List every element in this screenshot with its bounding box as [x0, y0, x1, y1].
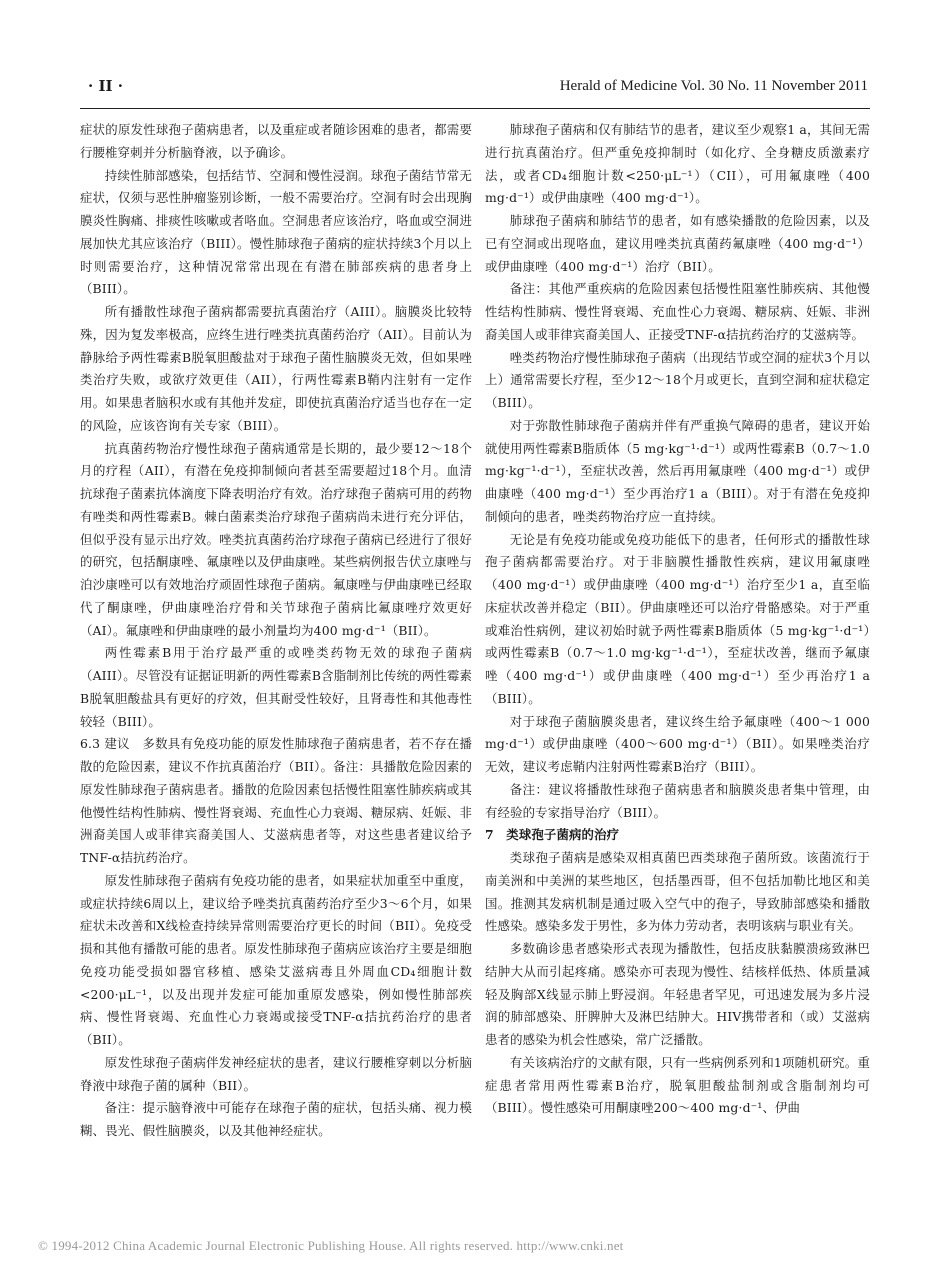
paragraph: 有关该病治疗的文献有限，只有一些病例系列和1项随机研究。重症患者常用两性霉素B治疗，脱氧胆酸盐制剂或含脂制剂均可（BIII）。慢性感染可用酮康唑200～400 mg·d⁻¹、伊曲	[485, 1054, 870, 1116]
paragraph: 肺球孢子菌病和仅有肺结节的患者，建议至少观察1 a，其间无需进行抗真菌治疗。但严重免疫抑制时（如化疗、全身糖皮质激素疗法，或者CD₄细胞计数<250·μL⁻¹）（CII），可用氟康唑（400 mg·d⁻¹）或伊曲康唑（400 mg·d⁻¹）。	[485, 122, 870, 206]
paragraph: 所有播散性球孢子菌病都需要抗真菌治疗（AIII）。脑膜炎比较特殊，因为复发率极高，应终生进行唑类抗真菌药治疗（AII）。目前认为静脉给予两性霉素B脱氧胆酸盐对于球孢子菌性脑膜炎无效，但如果唑类治疗失败，或欲疗效更佳（AII），行两性霉素B鞘内注射有一定作用。如果患者脑积水或有其他并发症，即使抗真菌治疗适当也存在一定的风险，应该咨询有关专家（BIII）。	[80, 304, 472, 433]
paragraph: 持续性肺部感染，包括结节、空洞和慢性浸润。球孢子菌结节常无症状，仅须与恶性肿瘤鉴别诊断，一般不需要治疗。空洞有时会出现胸膜炎性胸痛、排痰性咳嗽或者咯血。空洞患者应该治疗，咯血或空洞进展加快尤其应该治疗（BIII）。慢性肺球孢子菌病的症状持续3个月以上时则需要治疗，这种情况常常出现在有潜在肺部疾病的患者身上（BIII）。	[80, 167, 472, 297]
paragraph: 原发性肺球孢子菌病有免疫功能的患者，如果症状加重至中重度，或症状持续6周以上，建议给予唑类抗真菌药治疗至少3～6个月，如果症状未改善和X线检查持续异常则需要治疗更长的时间（BII）。免疫受损和其他有播散可能的患者。原发性肺球孢子菌病应该治疗主要是细胞免疫功能受损如器官移植、感染艾滋病毒且外周血CD₄细胞计数<200·μL⁻¹，以及出现并发症可能加重原发感染，例如慢性肺部疾病、慢性肾衰竭、充血性心力衰竭或接受TNF-α拮抗药治疗的患者（BII）。	[80, 872, 472, 1047]
paragraph: 对于球孢子菌脑膜炎患者，建议终生给予氟康唑（400～1 000 mg·d⁻¹）或伊曲康唑（400～600 mg·d⁻¹）（BII）。如果唑类治疗无效，建议考虑鞘内注射两性霉素B治疗（BIII）。	[485, 713, 870, 774]
section-6-3-paragraph: 6.3 建议 多数具有免疫功能的原发性肺球孢子菌病患者，若不存在播散的危险因素，建议不作抗真菌治疗（BII）。备注：具播散危险因素的原发性肺球孢子菌病患者。播散的危险因素包括慢性阻塞性肺疾病或其他慢性结构性肺病、慢性肾衰竭、充血性心力衰竭、糖尿病、妊娠、非洲裔美国人或菲律宾裔美国人、艾滋病患者等，对这些患者建议给予TNF-α拮抗药治疗。	[80, 736, 472, 865]
paragraph: 类球孢子菌病是感染双相真菌巴西类球孢子菌所致。该菌流行于南美洲和中美洲的某些地区，包括墨西哥，但不包括加勒比地区和美国。推测其发病机制是通过吸入空气中的孢子，导致肺部感染和播散性感染。感染多发于男性，多为体力劳动者，表明该病与职业有关。	[485, 850, 870, 934]
paragraph: 多数确诊患者感染形式表现为播散性，包括皮肤黏膜溃疡致淋巴结肿大从而引起疼痛。感染亦可表现为慢性、结核样低热、体质量减轻及胸部X线显示肺上野浸润。年轻患者罕见，可迅速发展为多片浸润的肺部感染、肝脾肿大及淋巴结肿大。HIV携带者和（或）艾滋病患者的感染为机会性感染，常广泛播散。	[485, 941, 870, 1047]
copyright-footer: © 1994-2012 China Academic Journal Electronic Publishing House. All rights reserved. http://www.cnki.net	[38, 1238, 624, 1253]
paragraph: 原发性球孢子菌病伴发神经症状的患者，建议行腰椎穿刺以分析脑脊液中球孢子菌的属种（BII）。	[80, 1054, 472, 1093]
paragraph: 两性霉素B用于治疗最严重的或唑类药物无效的球孢子菌病（AIII）。尽管没有证据证明新的两性霉素B含脂制剂比传统的两性霉素B脱氧胆酸盐具有更好的疗效，但其耐受性较好，且肾毒性和其他毒性较轻（BIII）。	[80, 645, 472, 729]
paragraph: 备注：提示脑脊液中可能存在球孢子菌的症状，包括头痛、视力模糊、畏光、假性脑膜炎，以及其他神经症状。	[80, 1100, 472, 1138]
left-column	[80, 119, 472, 1143]
paragraph: 备注：其他严重疾病的危险因素包括慢性阻塞性肺疾病、其他慢性结构性肺病、慢性肾衰竭、充血性心力衰竭、糖尿病、妊娠、非洲裔美国人或菲律宾裔美国人、正接受TNF-α拮抗药治疗的艾滋病等。	[485, 281, 870, 342]
paragraph: 症状的原发性球孢子菌病患者，以及重症或者随诊困难的患者，都需要行腰椎穿刺并分析脑脊液，以予确诊。	[80, 122, 472, 160]
header-rule	[80, 108, 870, 109]
journal-header: Herald of Medicine Vol. 30 No. 11 November 2011	[559, 78, 868, 94]
paragraph: 肺球孢子菌病和肺结节的患者，如有感染播散的危险因素，以及已有空洞或出现咯血，建议用唑类抗真菌药氟康唑（400 mg·d⁻¹）或伊曲康唑（400 mg·d⁻¹）治疗（BII）。	[485, 213, 870, 274]
paragraph: 抗真菌药物治疗慢性球孢子菌病通常是长期的，最少要12～18个月的疗程（AII），有潜在免疫抑制倾向者甚至需要超过18个月。血清抗球孢子菌素抗体滴度下降表明治疗有效。治疗球孢子菌病可用的药物有唑类和两性霉素B。棘白菌素类治疗球孢子菌病尚未进行充分评估，但似乎没有显示出疗效。唑类抗真菌药治疗球孢子菌病已经进行了很好的研究，包括酮康唑、氟康唑以及伊曲康唑。某些病例报告伏立康唑与泊沙康唑可以有效地治疗顽固性球孢子菌病。氟康唑与伊曲康唑已经取代了酮康唑，伊曲康唑治疗骨和关节球孢子菌病比氟康唑疗效更好（AI）。氟康唑和伊曲康唑的最小剂量均为400 mg·d⁻¹（BII）。	[80, 440, 472, 638]
paragraph: 备注：建议将播散性球孢子菌病患者和脑膜炎患者集中管理，由有经验的专家指导治疗（BIII）。	[485, 781, 870, 820]
page-number: · 𝐈𝐈 ·	[88, 77, 123, 95]
section-7-heading: 7 类球孢子菌病的治疗	[485, 827, 620, 843]
paragraph: 对于弥散性肺球孢子菌病并伴有严重换气障碍的患者，建议开始就使用两性霉素B脂质体（5 mg·kg⁻¹·d⁻¹）或两性霉素B（0.7～1.0 mg·kg⁻¹·d⁻¹），至症状改善，然后再用氟康唑（400 mg·d⁻¹）或伊曲康唑（400 mg·d⁻¹）至少再治疗1 a（BIII）。对于有潜在免疫抑制倾向的患者，唑类药物治疗应一直持续。	[485, 417, 870, 524]
paragraph: 无论是有免疫功能或免疫功能低下的患者，任何形式的播散性球孢子菌病都需要治疗。对于非脑膜性播散性疾病，建议用氟康唑（400 mg·d⁻¹）或伊曲康唑（400 mg·d⁻¹）治疗至少1 a，直至临床症状改善并稳定（BII）。伊曲康唑还可以治疗骨骼感染。对于严重或难治性病例，建议初始时就予两性霉素B脂质体（5 mg·kg⁻¹·d⁻¹）或两性霉素B（0.7～1.0 mg·kg⁻¹·d⁻¹），至症状改善，继而予氟康唑（400 mg·d⁻¹）或伊曲康唑（400 mg·d⁻¹）至少再治疗1 a（BIII）。	[485, 531, 870, 706]
right-column	[485, 119, 870, 1120]
paragraph: 唑类药物治疗慢性肺球孢子菌病（出现结节或空洞的症状3个月以上）通常需要长疗程，至少12～18个月或更长，直到空洞和症状稳定（BIII）。	[485, 349, 870, 410]
